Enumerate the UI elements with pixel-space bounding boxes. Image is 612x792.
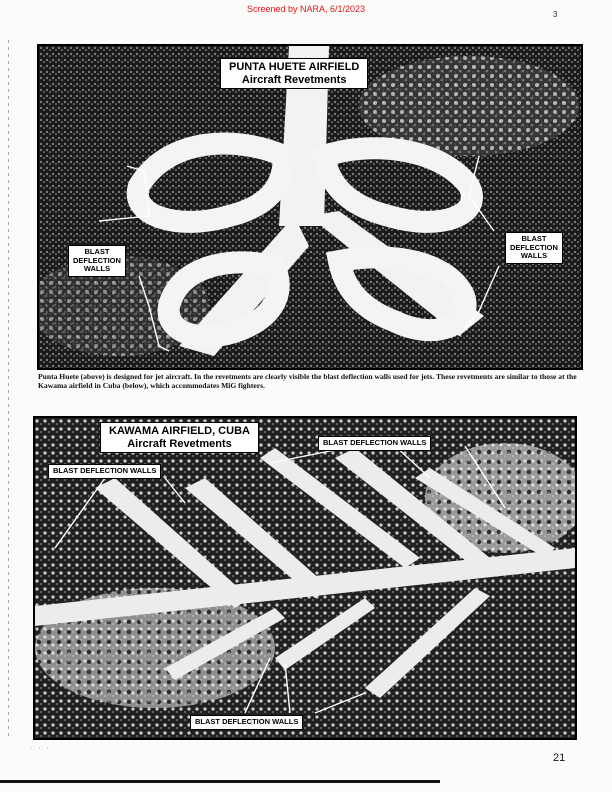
top-left-blast-label xyxy=(68,245,126,277)
punta-huete-photo-image xyxy=(39,46,581,368)
punta-huete-subtitle: Aircraft Revetments xyxy=(241,73,347,86)
page-number: 21 xyxy=(553,752,566,764)
nara-screening-stamp: Screened by NARA, 6/1/2023 xyxy=(246,4,366,14)
punta-huete-title-label xyxy=(220,58,368,89)
label-line: WALLS xyxy=(83,264,111,274)
bottom-bottom-blast-label: BLAST DEFLECTION WALLS xyxy=(190,715,303,730)
bottom-top-blast-label: BLAST DEFLECTION WALLS xyxy=(318,436,431,451)
label-line: BLAST xyxy=(521,234,547,243)
kawama-title: KAWAMA AIRFIELD, CUBA xyxy=(109,425,250,437)
label-line: DEFLECTION xyxy=(73,255,121,265)
kawama-aerial-photo xyxy=(33,416,577,740)
scan-smudge: · · · xyxy=(30,745,51,752)
label-line: WALLS xyxy=(520,251,548,261)
punta-huete-aerial-photo xyxy=(37,44,583,370)
bottom-rule xyxy=(0,780,440,783)
label-line: DEFLECTION xyxy=(510,242,558,252)
bottom-left-blast-label: BLAST DEFLECTION WALLS xyxy=(48,464,161,479)
figure-caption: Punta Huete (above) is designed for jet aircraft. In the revetments are clearly visible the blast deflection walls used for jets. These revetments are similar to those at the Kawama airfield in Cuba (below), which accommodates MiG fighters. xyxy=(38,372,577,391)
top-right-blast-label xyxy=(505,232,563,264)
kawama-title-label xyxy=(100,422,259,453)
kawama-subtitle: Aircraft Revetments xyxy=(127,437,232,450)
punta-huete-title: PUNTA HUETE AIRFIELD xyxy=(229,61,360,73)
corner-mark: 3 xyxy=(553,10,558,19)
label-line: BLAST xyxy=(84,247,110,256)
left-margin-rule xyxy=(8,40,9,740)
